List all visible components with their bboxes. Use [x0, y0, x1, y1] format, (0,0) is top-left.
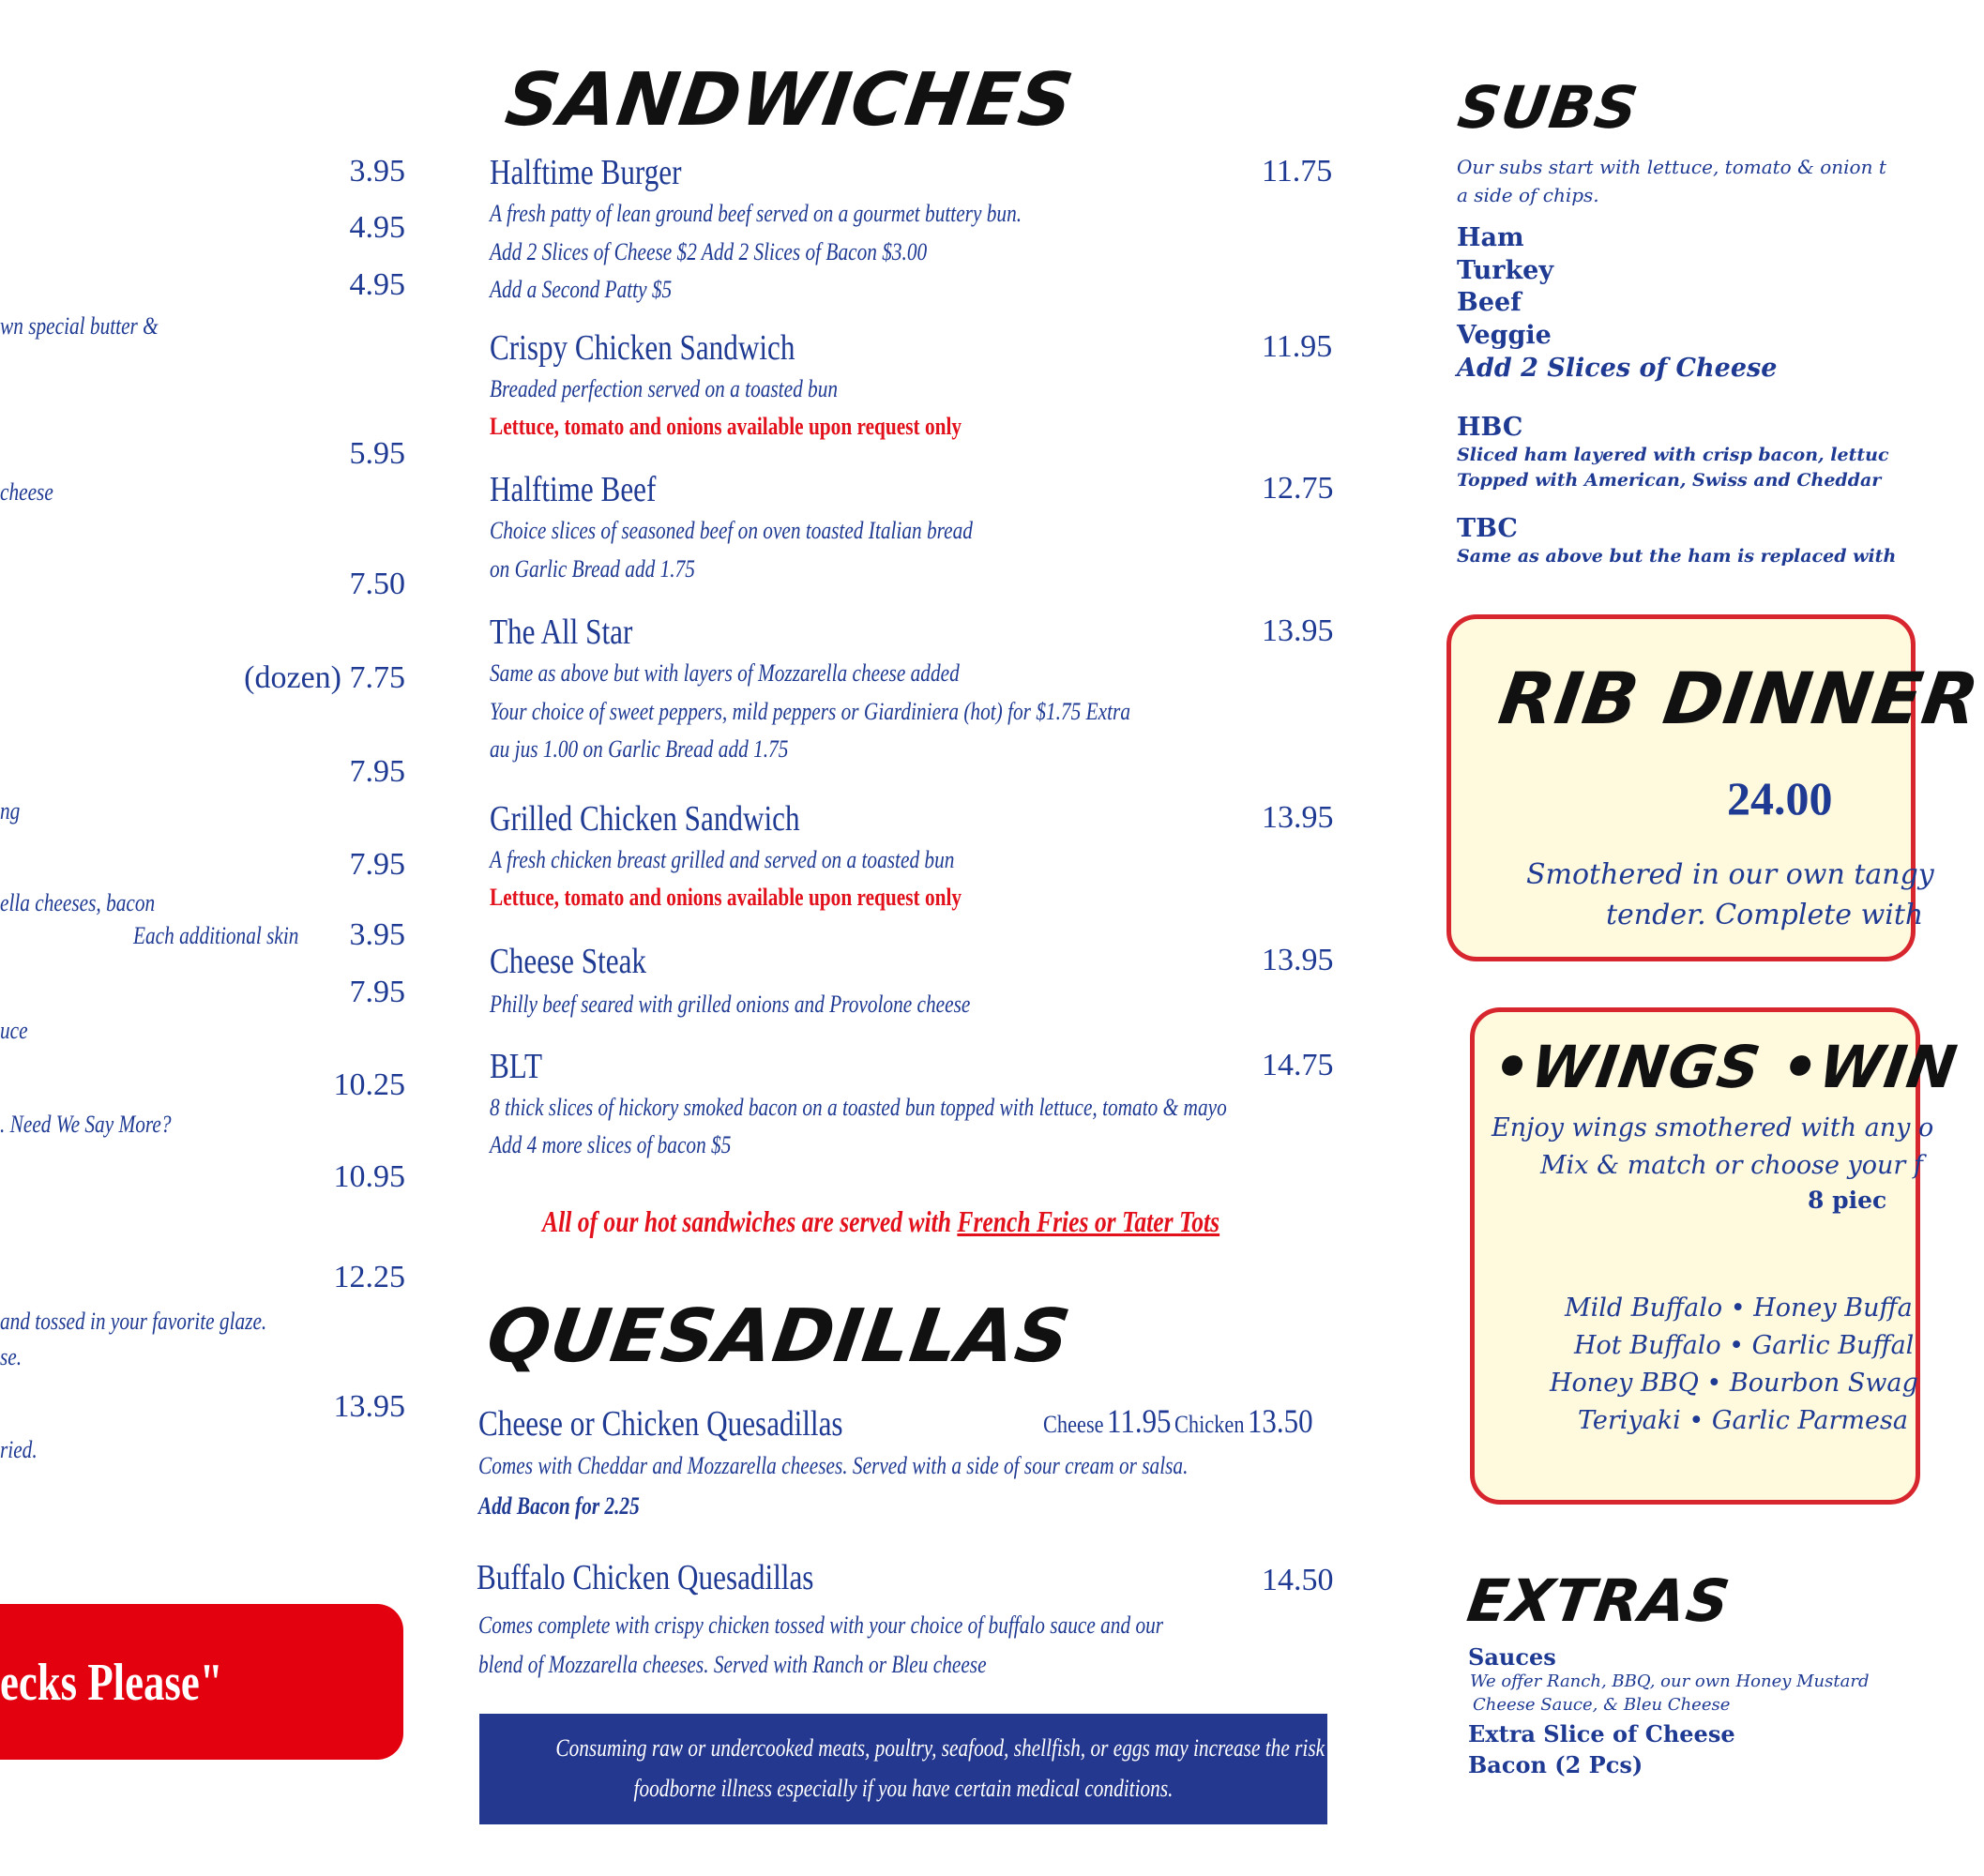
sandwiches-heading: SANDWICHES [500, 58, 1079, 143]
cheese-label: Cheese [1043, 1411, 1104, 1438]
item-addon: Add Bacon for 2.25 [478, 1492, 640, 1520]
served-with-sides: French Fries or Tater Tots [957, 1204, 1220, 1238]
subs-heading: SUBS [1453, 73, 1643, 142]
item-price: 13.95 [1262, 613, 1334, 648]
extras-sauce-description: We offer Ranch, BBQ, our own Honey Mustard [1470, 1672, 1870, 1691]
checks-please-banner [0, 1604, 403, 1760]
price: (dozen) 7.75 [244, 660, 405, 695]
sub-item-tbc: TBC [1457, 514, 1518, 543]
item-description: Add 2 Slices of Cheese $2 Add 2 Slices of Bacon $3.00 [490, 238, 928, 265]
sub-item: Veggie [1457, 321, 1552, 350]
price: 12.25 [333, 1260, 405, 1294]
sub-item-hbc: HBC [1457, 413, 1523, 442]
item-name: Buffalo Chicken Quesadillas [477, 1558, 814, 1597]
item-price: 13.95 [1262, 943, 1334, 977]
item-price: 13.95 [1262, 800, 1334, 835]
item-name: The All Star [490, 613, 633, 652]
description-fragment: ried. [0, 1436, 38, 1463]
item-description: Philly beef seared with grilled onions and Provolone cheese [490, 991, 971, 1018]
price: 7.50 [349, 567, 405, 601]
item-description: A fresh patty of lean ground beef served on a gourmet buttery bun. [490, 200, 1022, 227]
item-price: 11.75 [1262, 154, 1333, 189]
price: 10.95 [333, 1159, 405, 1194]
sub-item: Turkey [1457, 256, 1554, 285]
wings-flavor-line: Teriyaki • Garlic Parmesa [1578, 1406, 1908, 1435]
rib-dinner-box [1446, 614, 1984, 961]
wings-description: Enjoy wings smothered with any o [1492, 1113, 1934, 1142]
description-fragment: ng [0, 797, 21, 825]
item-description: Breaded perfection served on a toasted bun [490, 375, 839, 402]
item-description: A fresh chicken breast grilled and served on a toasted bun [490, 846, 955, 873]
wings-pieces: 8 piec [1808, 1187, 1887, 1214]
served-with-note [542, 1204, 1219, 1239]
description-fragment: ella cheeses, bacon [0, 889, 156, 916]
item-name: Cheese or Chicken Quesadillas [478, 1404, 843, 1444]
warning-line: foodborne illness especially if you have certain medical conditions. [633, 1775, 1174, 1802]
item-name: Grilled Chicken Sandwich [490, 799, 800, 839]
banner-text: ecks Please" [0, 1654, 223, 1712]
wings-flavor-line: Mild Buffalo • Honey Buffa [1565, 1294, 1913, 1323]
item-price: 14.75 [1262, 1048, 1334, 1082]
item-price: 14.50 [1262, 1563, 1334, 1597]
description-fragment: Each additional skin [133, 922, 299, 949]
item-description: au jus 1.00 on Garlic Bread add 1.75 [490, 735, 789, 763]
description-fragment: . Need We Say More? [0, 1111, 172, 1138]
subs-intro: Our subs start with lettuce, tomato & onion t [1457, 156, 1886, 178]
item-description: Same as above but with layers of Mozzarella cheese added [490, 659, 960, 687]
extras-sauce-description: Cheese Sauce, & Bleu Cheese [1473, 1695, 1731, 1715]
rib-dinner-description: Smothered in our own tangy [1526, 858, 1934, 891]
wings-flavor-line: Honey BBQ • Bourbon Swag [1550, 1369, 1918, 1398]
extras-heading: EXTRAS [1462, 1566, 1734, 1635]
item-description: 8 thick slices of hickory smoked bacon on a toasted bun topped with lettuce, tomato & mayo [490, 1094, 1227, 1121]
sub-description: Sliced ham layered with crisp bacon, lettuc [1457, 445, 1889, 465]
sub-addon: Add 2 Slices of Cheese [1457, 354, 1778, 383]
quesadillas-heading: QUESADILLAS [481, 1294, 1076, 1379]
rib-dinner-description: tender. Complete with [1606, 899, 1924, 931]
food-safety-warning [479, 1714, 1346, 1824]
price: 3.95 [349, 154, 405, 189]
item-name: BLT [490, 1047, 542, 1086]
item-name: Halftime Beef [490, 470, 657, 509]
price: 10.25 [333, 1067, 405, 1102]
price: 4.95 [349, 210, 405, 245]
item-price: 12.75 [1262, 471, 1334, 506]
extras-bacon: Bacon (2 Pcs) [1468, 1751, 1643, 1778]
sub-description: Same as above but the ham is replaced with [1457, 546, 1897, 567]
price: 4.95 [349, 267, 405, 302]
item-description: Your choice of sweet peppers, mild peppers or Giardiniera (hot) for $1.75 Extra [490, 698, 1130, 725]
item-description: Comes with Cheddar and Mozzarella cheeses. Served with a side of sour cream or salsa. [478, 1452, 1189, 1479]
item-description: Add 4 more slices of bacon $5 [490, 1131, 732, 1158]
cheese-price: 11.95 [1107, 1402, 1172, 1440]
item-name: Crispy Chicken Sandwich [490, 328, 795, 368]
item-description: blend of Mozzarella cheeses. Served with Ranch or Bleu cheese [478, 1651, 987, 1678]
rib-dinner-heading: RIB DINNER [1493, 657, 1984, 740]
wings-flavor-line: Hot Buffalo • Garlic Buffal [1574, 1331, 1915, 1360]
description-fragment: cheese [0, 478, 53, 506]
sub-item: Ham [1457, 223, 1524, 252]
item-note: Lettuce, tomato and onions available upon request only [490, 413, 962, 440]
chicken-price: 13.50 [1247, 1402, 1313, 1440]
description-fragment: and tossed in your favorite glaze. [0, 1308, 267, 1335]
price: 7.95 [349, 847, 405, 882]
extras-cheese: Extra Slice of Cheese [1468, 1720, 1735, 1747]
wings-heading: •WINGS •WIN [1488, 1033, 1962, 1101]
wings-box [1470, 1007, 1962, 1505]
item-description: Choice slices of seasoned beef on oven toasted Italian bread [490, 517, 973, 544]
description-fragment: se. [0, 1343, 23, 1370]
extras-sauces: Sauces [1468, 1643, 1556, 1671]
price: 7.95 [349, 975, 405, 1009]
description-fragment: wn special butter & [0, 312, 159, 340]
price: 3.95 [349, 917, 405, 952]
item-description: Add a Second Patty $5 [490, 276, 673, 303]
sub-item: Beef [1457, 288, 1522, 317]
subs-intro: a side of chips. [1457, 184, 1599, 206]
item-price: 11.95 [1262, 329, 1333, 364]
item-description: Comes complete with crispy chicken tossed with your choice of buffalo sauce and our [478, 1611, 1164, 1639]
price: 7.95 [349, 754, 405, 789]
item-name: Cheese Steak [490, 942, 646, 981]
quesadilla-prices [1043, 1401, 1313, 1441]
rib-dinner-price: 24.00 [1727, 772, 1833, 825]
wings-description: Mix & match or choose your f [1540, 1151, 1923, 1180]
description-fragment: uce [0, 1017, 28, 1044]
sub-description: Topped with American, Swiss and Cheddar [1457, 470, 1882, 491]
item-description: on Garlic Bread add 1.75 [490, 555, 695, 582]
item-note: Lettuce, tomato and onions available upon request only [490, 884, 962, 911]
item-name: Halftime Burger [490, 153, 682, 192]
price: 13.95 [333, 1389, 405, 1424]
price: 5.95 [349, 436, 405, 471]
chicken-label: Chicken [1174, 1411, 1245, 1438]
warning-line: Consuming raw or undercooked meats, poultry, seafood, shellfish, or eggs may increase the risk of [555, 1734, 1346, 1762]
served-with-prefix: All of our hot sandwiches are served with [542, 1204, 958, 1238]
